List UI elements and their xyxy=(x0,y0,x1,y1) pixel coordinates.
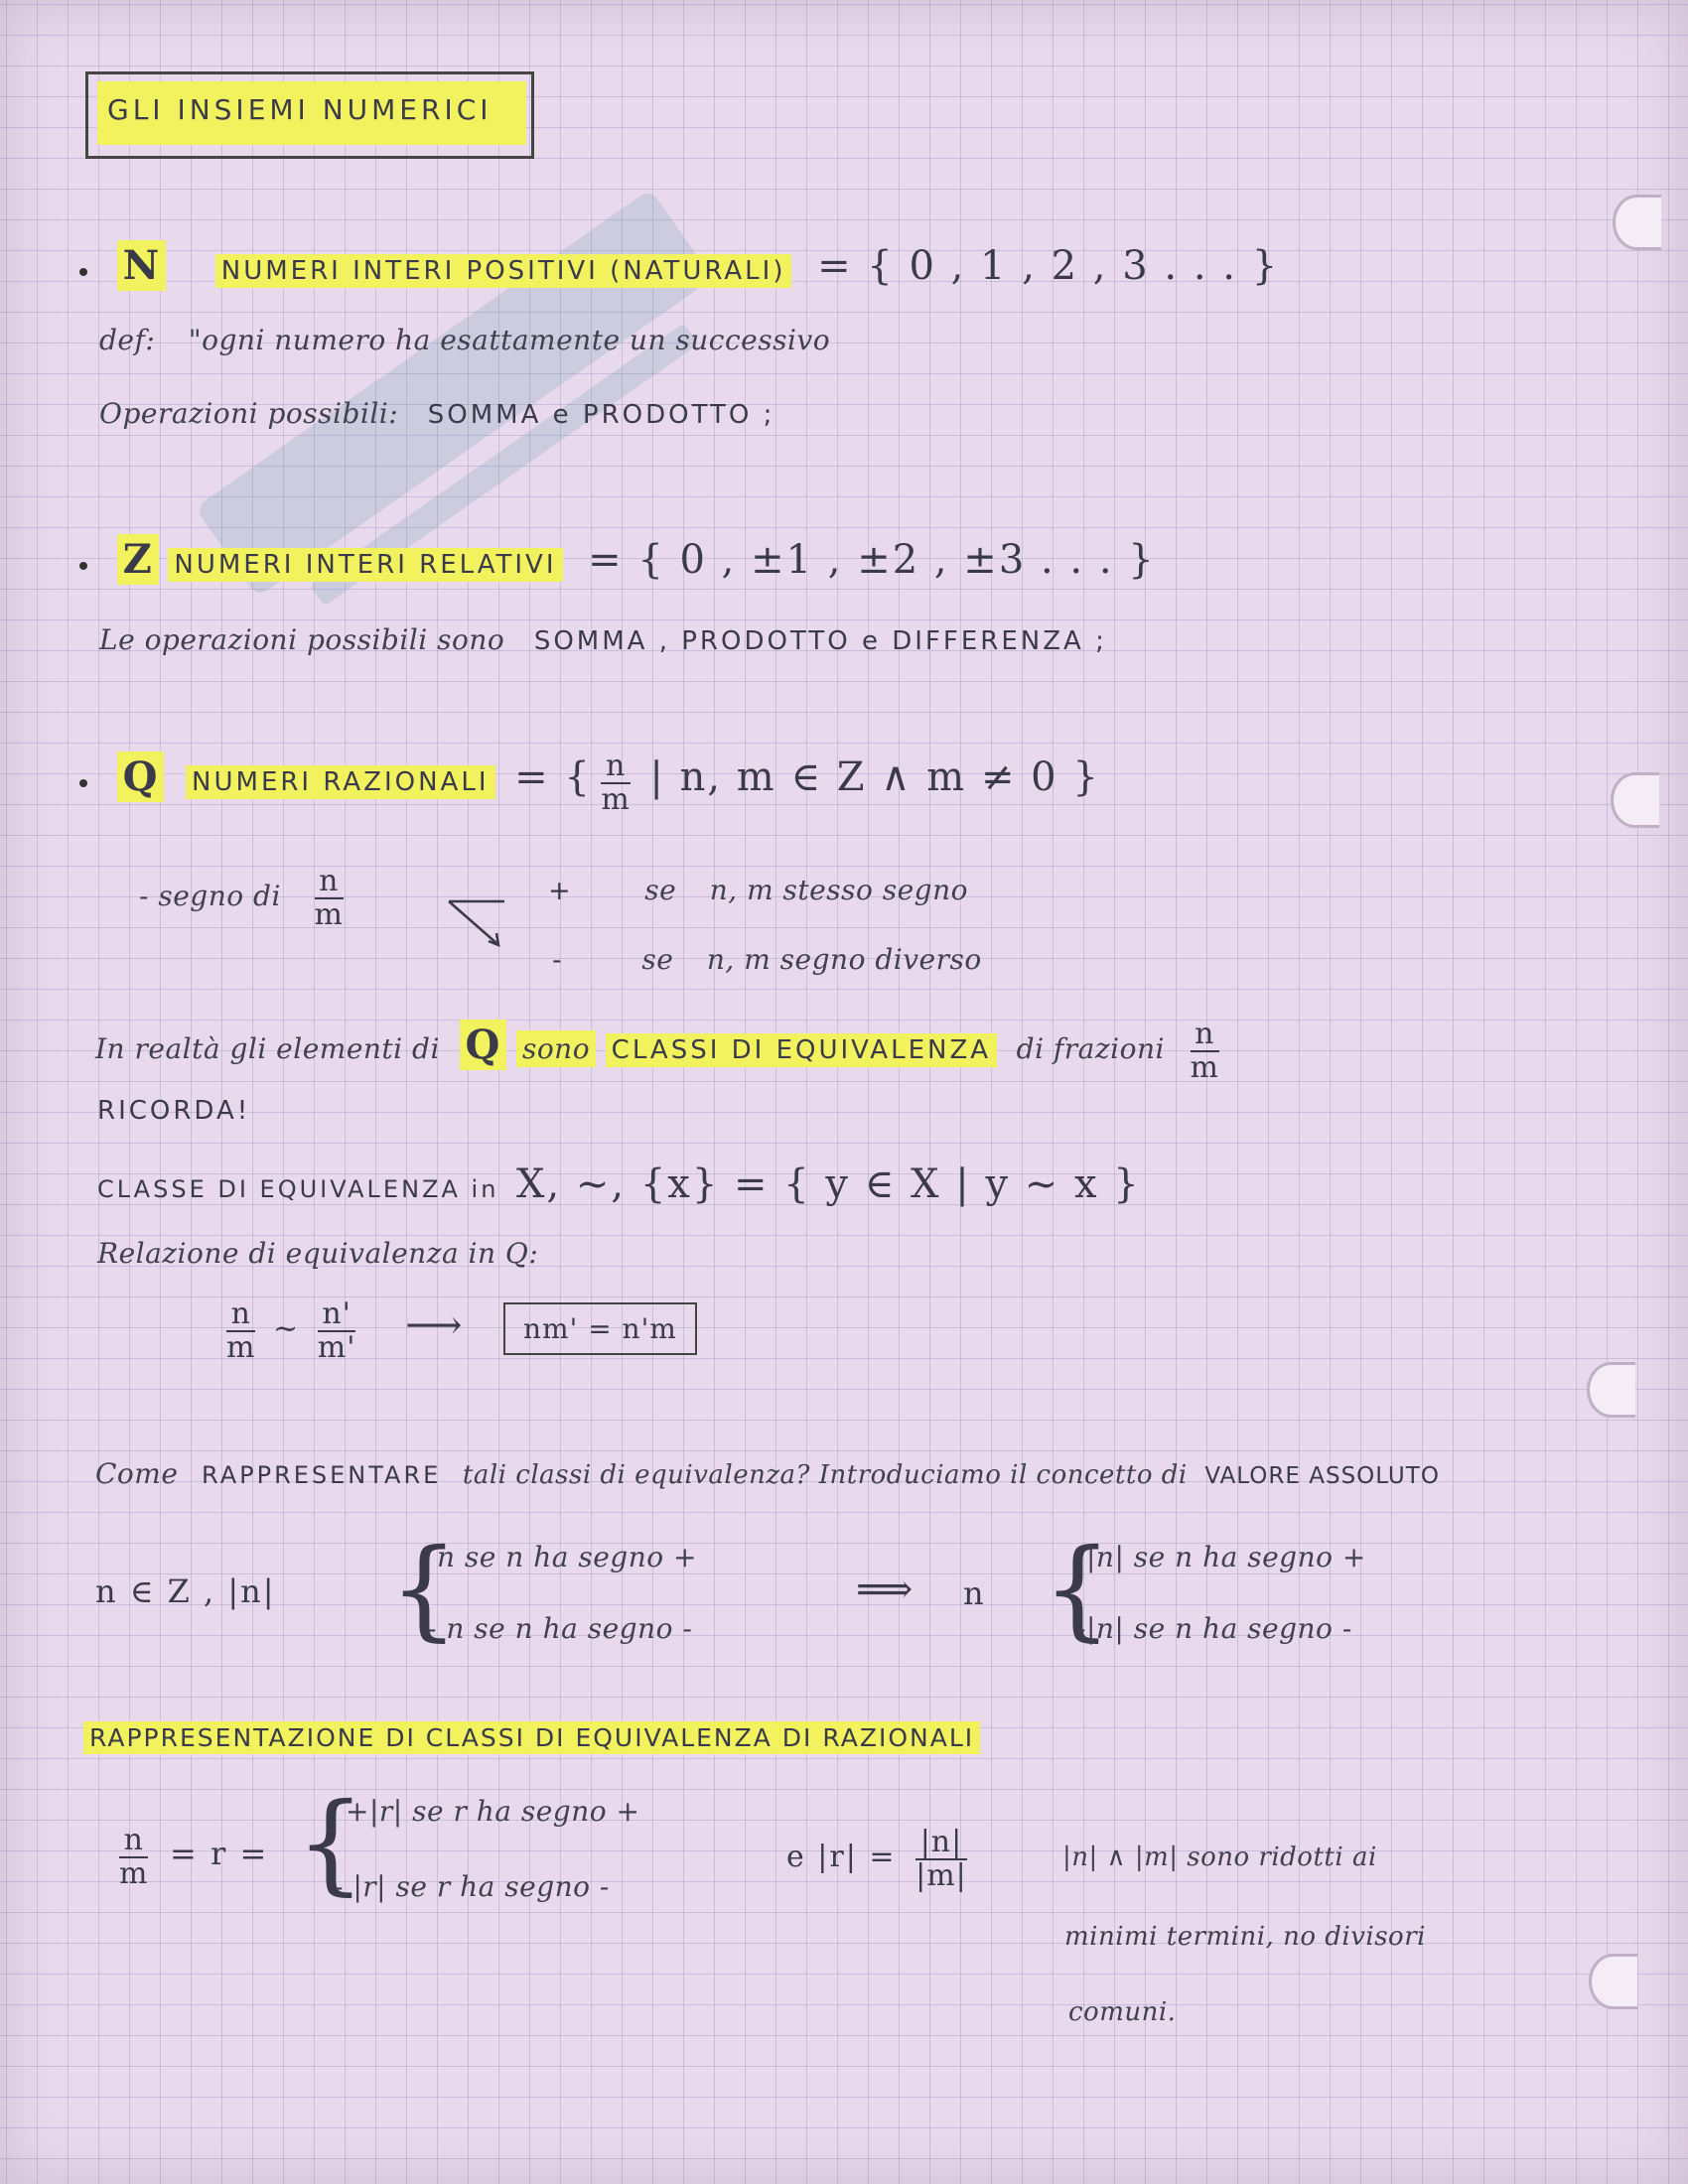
abs-intro-caps1: RAPPRESENTARE xyxy=(202,1461,442,1489)
sign-fraction xyxy=(315,866,344,930)
integers-symbol: Z xyxy=(117,534,159,585)
abs-lhs: n ∈ Z , |n| xyxy=(95,1572,276,1610)
fraction-numerator: n xyxy=(123,1823,144,1857)
ops-text: SOMMA e PRODOTTO ; xyxy=(427,400,775,430)
fraction-denominator: m xyxy=(601,781,631,817)
binder-hole-2 xyxy=(1611,772,1659,828)
fraction-numerator: n xyxy=(605,749,627,783)
relation-lhs xyxy=(226,1298,255,1363)
reality-symbol: Q xyxy=(460,1020,507,1070)
repr-eq-r: = r = xyxy=(170,1835,269,1872)
abs-intro xyxy=(95,1457,1440,1490)
integers-ops-text: SOMMA , PRODOTTO e DIFFERENZA ; xyxy=(533,626,1107,656)
fraction-denominator: m' xyxy=(317,1329,356,1365)
repr-abs-r xyxy=(786,1827,967,1891)
fraction-numerator: n' xyxy=(322,1297,352,1331)
repr-brace: { xyxy=(296,1779,366,1906)
rationals-symbol: Q xyxy=(117,751,165,802)
branch-arrow-icon xyxy=(445,891,514,951)
integers-label: NUMERI INTERI RELATIVI xyxy=(168,548,562,582)
repr-note-2: minimi termini, no divisori xyxy=(1064,1922,1426,1952)
abs-brace-right: { xyxy=(1043,1525,1113,1652)
abs-intro-prefix: Come xyxy=(95,1457,179,1490)
rationals-line xyxy=(79,751,1100,815)
abs-case-4: -|n| se n ha segno - xyxy=(1076,1612,1352,1645)
integers-ops-prefix: Le operazioni possibili sono xyxy=(99,623,505,656)
case-plus-text: n, m stesso segno xyxy=(709,874,968,906)
class-definition xyxy=(97,1161,1141,1207)
fraction-numerator: |n| xyxy=(919,1825,963,1859)
repr-e: e |r| = xyxy=(786,1840,897,1874)
rationals-set-open: = { xyxy=(514,754,592,800)
binder-hole-1 xyxy=(1613,195,1661,250)
repr-abs-fraction xyxy=(915,1827,967,1891)
repr-lhs xyxy=(119,1825,268,1889)
fraction-numerator: n xyxy=(319,864,340,898)
repr-fraction xyxy=(119,1825,148,1889)
relation-rhs xyxy=(318,1298,356,1363)
naturals-label: NUMERI INTERI POSITIVI (NATURALI) xyxy=(215,254,792,288)
naturals-set: = { 0 , 1 , 2 , 3 . . . } xyxy=(817,243,1280,289)
repr-note-1: |n| ∧ |m| sono ridotti ai xyxy=(1062,1843,1377,1872)
integers-line xyxy=(79,536,1156,583)
sign-label: - segno di xyxy=(139,880,281,912)
ops-prefix: Operazioni possibili: xyxy=(99,397,399,430)
binder-hole-4 xyxy=(1589,1954,1637,2009)
integers-set: = { 0 , ±1 , ±2 , ±3 . . . } xyxy=(588,537,1156,583)
naturals-symbol: N xyxy=(117,240,167,291)
reality-fraction xyxy=(1191,1019,1219,1083)
abs-case-3: |n| se n ha segno + xyxy=(1086,1541,1366,1573)
minus-sign: - xyxy=(552,945,563,976)
class-def-label: CLASSE DI EQUIVALENZA in xyxy=(97,1175,499,1203)
relation-boxed: nm' = n'm xyxy=(503,1302,697,1355)
binder-hole-3 xyxy=(1587,1362,1635,1418)
reality-line xyxy=(95,1019,1219,1083)
abs-n: n xyxy=(963,1574,986,1612)
relation-arrow: ⟶ xyxy=(405,1302,465,1348)
repr-case-1: +|r| se r ha segno + xyxy=(346,1795,640,1828)
reality-mid: sono xyxy=(516,1030,596,1067)
fraction-numerator: n xyxy=(230,1297,251,1331)
fraction-denominator: m xyxy=(119,1855,149,1891)
rationals-label: NUMERI RAZIONALI xyxy=(186,765,494,799)
relation-tilde: ~ xyxy=(273,1311,301,1346)
fraction-denominator: m xyxy=(314,896,344,932)
sign-case-plus xyxy=(548,874,968,906)
abs-implies: ⟹ xyxy=(856,1567,915,1612)
repr-heading: RAPPRESENTAZIONE DI CLASSI DI EQUIVALENZA DI RAZIONALI xyxy=(83,1721,980,1754)
fraction-numerator: n xyxy=(1195,1017,1215,1051)
case-minus-prefix: se xyxy=(641,943,674,976)
abs-intro-mid: tali classi di equivalenza? Introduciamo il concetto di xyxy=(462,1460,1188,1490)
def-prefix: def: xyxy=(99,324,156,356)
naturals-operations xyxy=(99,397,774,430)
reality-suffix: di frazioni xyxy=(1016,1032,1165,1065)
case-minus-text: n, m segno diverso xyxy=(706,943,982,976)
fraction-denominator: m xyxy=(1190,1049,1219,1085)
remember-note: RICORDA! xyxy=(97,1096,251,1126)
rationals-set-condition: | n, m ∈ Z ∧ m ≠ 0 } xyxy=(649,754,1100,800)
bullet-icon xyxy=(79,562,87,570)
sign-rule xyxy=(139,866,344,930)
sign-case-minus xyxy=(552,943,982,976)
abs-brace-left: { xyxy=(389,1525,460,1652)
repr-note-3: comuni. xyxy=(1068,1997,1177,2027)
naturals-line xyxy=(79,242,1279,289)
integers-operations xyxy=(99,623,1107,656)
repr-case-2: - |r| se r ha segno - xyxy=(334,1870,610,1903)
naturals-definition xyxy=(99,324,830,356)
bullet-icon xyxy=(79,268,87,276)
reality-prefix: In realtà gli elementi di xyxy=(95,1032,440,1065)
def-text: "ogni numero ha esattamente un successivo xyxy=(188,324,831,356)
bullet-icon xyxy=(79,779,87,787)
fraction-denominator: m xyxy=(226,1329,256,1365)
page-title: GLI INSIEMI NUMERICI xyxy=(107,93,492,126)
rationals-fraction xyxy=(601,751,630,815)
relation-label: Relazione di equivalenza in Q: xyxy=(97,1237,539,1270)
abs-case-1: n se n ha segno + xyxy=(437,1541,697,1573)
class-def-formula: X, ~, {x} = { y ∈ X | y ~ x } xyxy=(516,1161,1141,1207)
plus-sign: + xyxy=(548,876,572,906)
case-plus-prefix: se xyxy=(644,874,677,906)
reality-highlight: CLASSI DI EQUIVALENZA xyxy=(606,1033,997,1067)
fraction-denominator: |m| xyxy=(915,1857,967,1893)
relation-formula xyxy=(226,1298,697,1363)
abs-case-2: - n se n ha segno - xyxy=(427,1612,693,1645)
abs-intro-caps2: VALORE ASSOLUTO xyxy=(1204,1463,1440,1489)
